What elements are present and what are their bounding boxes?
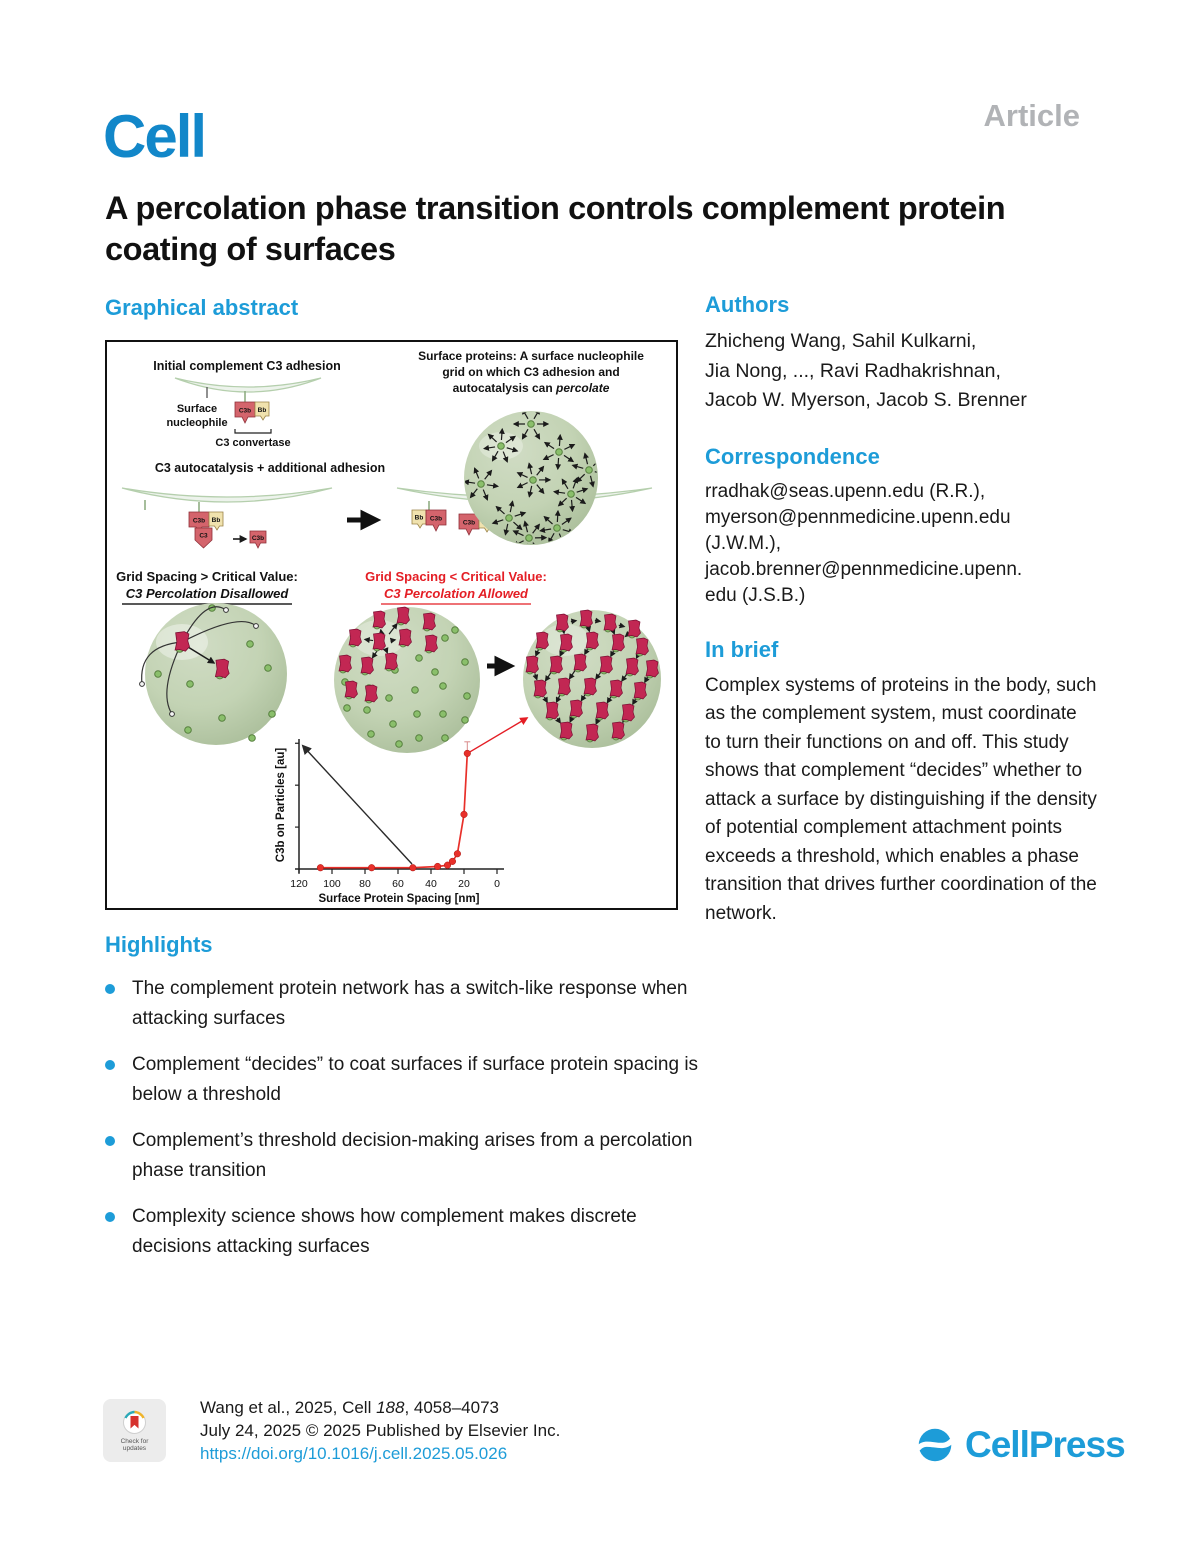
citation-block [200, 1396, 560, 1465]
graphical-abstract-figure [105, 340, 678, 910]
graphical-abstract-heading: Graphical abstract [105, 295, 299, 320]
highlight-text: Complement’s threshold decision-making arises from a percolation phase transition [132, 1130, 693, 1181]
article-type-label: Article [983, 98, 1080, 133]
bullet-icon [105, 984, 115, 994]
surface-nucleophile-label-1: Surface [176, 403, 218, 415]
c3b-label: C3b [429, 515, 443, 523]
authors-section [705, 292, 1097, 416]
allowed-label-2: C3 Percolation Allowed [384, 586, 528, 601]
highlights-section [105, 932, 710, 1278]
disallowed-label-2: C3 Percolation Disallowed [125, 586, 289, 601]
correspondence-line: myerson@pennmedicine.upenn.edu [705, 506, 1011, 528]
correspondence-line: edu (J.S.B.) [705, 584, 806, 606]
cellpress-swirl-icon [912, 1422, 958, 1468]
crossmark-icon [121, 1409, 148, 1436]
highlight-item [105, 1202, 710, 1262]
highlight-text: Complement “decides” to coat surfaces if surface protein spacing is below a threshold [132, 1054, 699, 1105]
panel1-title: Initial complement C3 adhesion [153, 359, 341, 373]
authors-line: Jia Nong, ..., Ravi Radhakrishnan, [705, 359, 1001, 382]
bb-c3b-complex [412, 510, 446, 531]
svg-text:120: 120 [290, 878, 308, 890]
paper-title: A percolation phase transition controls complement protein coating of surfaces [105, 190, 1006, 267]
chart-xlabel: Surface Protein Spacing [nm] [318, 893, 480, 905]
right-column [705, 292, 1097, 956]
bb-label: Bb [414, 514, 424, 522]
svg-text:40: 40 [425, 878, 437, 890]
svg-text:80: 80 [359, 878, 371, 890]
bb-label: Bb [211, 517, 221, 524]
c3b-label: C3b [462, 519, 476, 527]
highlight-text: Complexity science shows how complement makes discrete decisions attacking surfaces [132, 1206, 637, 1257]
correspondence-line: rradhak@seas.upenn.edu (R.R.), [705, 480, 986, 502]
highlights-list [105, 974, 710, 1262]
svg-text:20: 20 [458, 878, 470, 890]
c3-convertase-glyph [235, 402, 269, 423]
badge-text: Check for [120, 1437, 149, 1445]
authors-line: Zhicheng Wang, Sahil Kulkarni, [705, 330, 977, 352]
publication-line: July 24, 2025 © 2025 Published by Elsevier Inc. [200, 1421, 561, 1440]
svg-text:0: 0 [494, 878, 500, 890]
graphical-abstract-svg [107, 342, 676, 908]
in-brief-text: Complex systems of proteins in the body, such as the complement system, must coordinate to turn their functions on and off. This study shows that complement “decides” whether to attack a surface by distinguishing if the density of potential complement attachment points exceeds a threshold, which enables a phase transition that drives further coordination of the network. [705, 674, 1097, 924]
chart-ylabel: C3b on Particles [au] [275, 747, 287, 863]
in-brief-heading: In brief [705, 636, 779, 662]
disallowed-label-1: Grid Spacing > Critical Value: [116, 569, 298, 584]
panel3-title-3: autocatalysis can percolate [452, 381, 610, 395]
correspondence-heading: Correspondence [705, 443, 880, 469]
c3b-label: C3b [192, 517, 206, 525]
panel3-title-1: Surface proteins: A surface nucleophile [418, 349, 644, 363]
highlights-heading: Highlights [105, 932, 213, 957]
bullet-icon [105, 1060, 115, 1070]
badge-text: updates [122, 1445, 147, 1452]
doi-link[interactable]: https://doi.org/10.1016/j.cell.2025.05.026 [200, 1444, 508, 1463]
c3b-label: C3b [251, 535, 265, 542]
svg-text:60: 60 [392, 878, 404, 890]
panel2-title: C3 autocatalysis + additional adhesion [154, 461, 386, 475]
citation-line: Wang et al., 2025, Cell 188, 4058–4073 [200, 1398, 499, 1417]
highlight-text: The complement protein network has a switch-like response when attacking surfaces [132, 978, 688, 1029]
svg-text:100: 100 [323, 878, 341, 890]
convertase-bracket [235, 429, 271, 433]
surface-arc-1 [175, 378, 321, 392]
correspondence-section [705, 444, 1097, 609]
cellpress-logo [912, 1422, 1125, 1468]
journal-logo: Cell [103, 103, 206, 170]
cellpress-wordmark: CellPress [965, 1424, 1125, 1465]
highlight-item [105, 1126, 710, 1186]
highlight-item [105, 974, 710, 1034]
surface-arc-2 [122, 488, 332, 502]
c3b-glyph [250, 531, 266, 548]
in-brief-section [705, 637, 1097, 929]
bullet-icon [105, 1212, 115, 1222]
allowed-label-1: Grid Spacing < Critical Value: [365, 569, 547, 584]
bb-label: Bb [257, 407, 267, 414]
authors-line: Jacob W. Myerson, Jacob S. Brenner [705, 389, 1027, 411]
surface-nucleophile-label-2: nucleophile [166, 417, 228, 429]
c3b-label: C3b [238, 407, 252, 415]
correspondence-emails [705, 479, 1097, 609]
correspondence-line: jacob.brenner@pennmedicine.upenn. [705, 558, 1023, 580]
c3-glyph [195, 528, 212, 548]
authors-list [705, 327, 1097, 416]
chart-to-disallowed-arrow [303, 746, 412, 864]
c3-label: C3 [199, 532, 208, 540]
bullet-icon [105, 1136, 115, 1146]
panel3-title-2: grid on which C3 adhesion and [442, 365, 620, 379]
c3-convertase-label: C3 convertase [215, 437, 291, 449]
check-for-updates-badge[interactable] [103, 1399, 166, 1462]
authors-heading: Authors [705, 292, 790, 317]
correspondence-line: (J.W.M.), [705, 532, 781, 554]
highlight-item [105, 1050, 710, 1110]
